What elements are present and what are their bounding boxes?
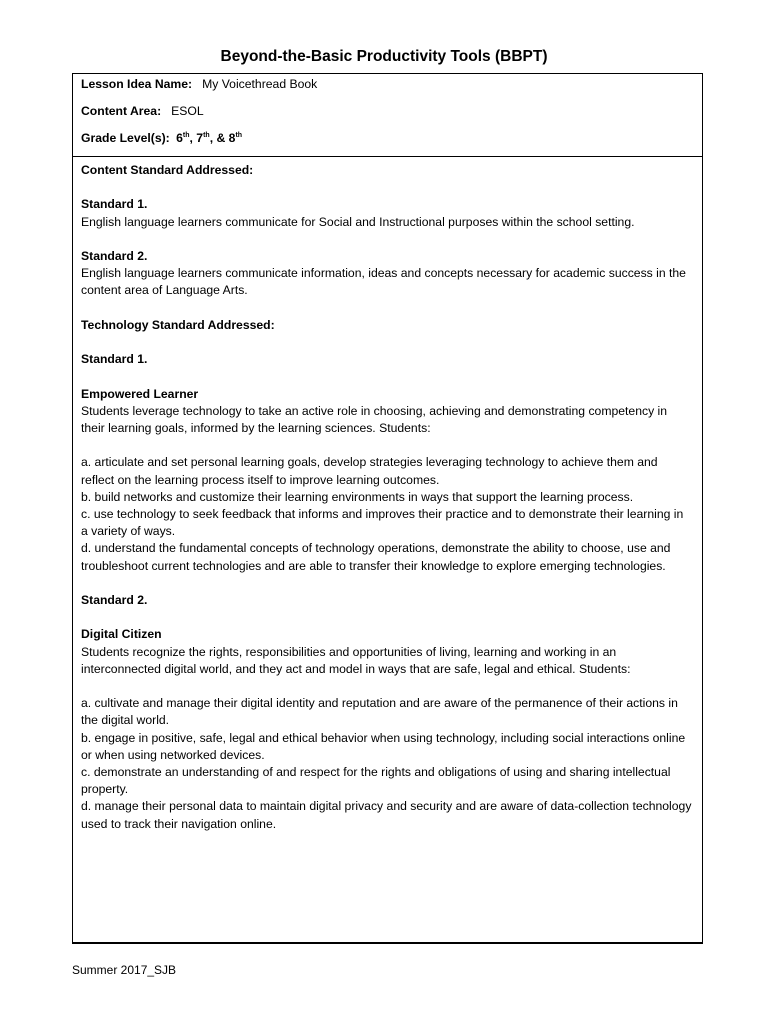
tech-standard-1-name: Empowered Learner: [81, 386, 199, 401]
content-standard-heading: Content Standard Addressed:: [81, 163, 254, 177]
content-standard-1-text: English language learners communicate for Social and Instructional purposes within the school setting.: [81, 214, 635, 229]
tech-standard-2-name: Digital Citizen: [81, 627, 162, 642]
tech-standard-1-label: Standard 1.: [81, 352, 148, 367]
lesson-idea-row: [81, 77, 317, 91]
technology-standard-heading: Technology Standard Addressed:: [81, 317, 275, 332]
content-area-label: Content Area:: [81, 104, 162, 118]
tech-standard-2-intro: Students recognize the rights, responsibilities and opportunities of living, learning and working in an interconnected digital world, and they act and model in ways that are safe, legal and ethical. Students:: [81, 644, 631, 676]
tech-standard-2-item-b: b. engage in positive, safe, legal and ethical behavior when using technology, including social interactions online or when using networked devices.: [81, 730, 686, 762]
content-standard-1-label: Standard 1.: [81, 197, 148, 212]
tech-standard-2-item-c: c. demonstrate an understanding of and respect for the rights and obligations of using and sharing intellectual property.: [81, 764, 671, 797]
tech-standard-2-item-a: a. cultivate and manage their digital identity and reputation and are aware of the permanence of their actions in the digital world.: [81, 696, 678, 728]
standards-box: [72, 156, 703, 944]
lesson-idea-value: My Voicethread Book: [202, 77, 318, 91]
content-standard-2-text: English language learners communicate information, ideas and concepts necessary for academic success in the content area of Language Arts.: [81, 266, 686, 298]
content-area-row: [81, 104, 204, 118]
tech-standard-2-label: Standard 2.: [81, 592, 148, 607]
tech-standard-1-item-d: d. understand the fundamental concepts of technology operations, demonstrate the ability to choose, use and troubleshoot current technologies and are able to transfer their knowledge to explore emerging technologies.: [81, 541, 671, 573]
content-standard-2-label: Standard 2.: [81, 248, 148, 263]
page-footer: Summer 2017_SJB: [72, 963, 177, 977]
tech-standard-1-item-c: c. use technology to seek feedback that informs and improves their practice and to demonstrate their learning in a variety of ways.: [81, 506, 684, 539]
standards-content: [81, 162, 693, 833]
grade-level-row: [81, 131, 242, 145]
lesson-idea-label: Lesson Idea Name:: [81, 77, 193, 91]
tech-standard-1-intro: Students leverage technology to take an active role in choosing, achieving and demonstrating competency in their learning goals, informed by the learning sciences. Students:: [81, 403, 668, 435]
grade-level-label: Grade Level(s):: [81, 131, 170, 145]
tech-standard-2-item-d: d. manage their personal data to maintain digital privacy and security and are aware of data-collection technology used to track their navigation online.: [81, 799, 692, 831]
grade-level-value: 6th, 7th, & 8th: [176, 131, 243, 145]
tech-standard-1-item-b: b. build networks and customize their learning environments in ways that support the learning process.: [81, 489, 634, 504]
content-area-value: ESOL: [171, 104, 204, 118]
tech-standard-1-item-a: a. articulate and set personal learning goals, develop strategies leveraging technology to achieve them and reflect on the learning process itself to improve learning outcomes.: [81, 455, 658, 487]
page-title: Beyond-the-Basic Productivity Tools (BBPT): [220, 48, 548, 65]
lesson-info-box: [72, 73, 703, 157]
